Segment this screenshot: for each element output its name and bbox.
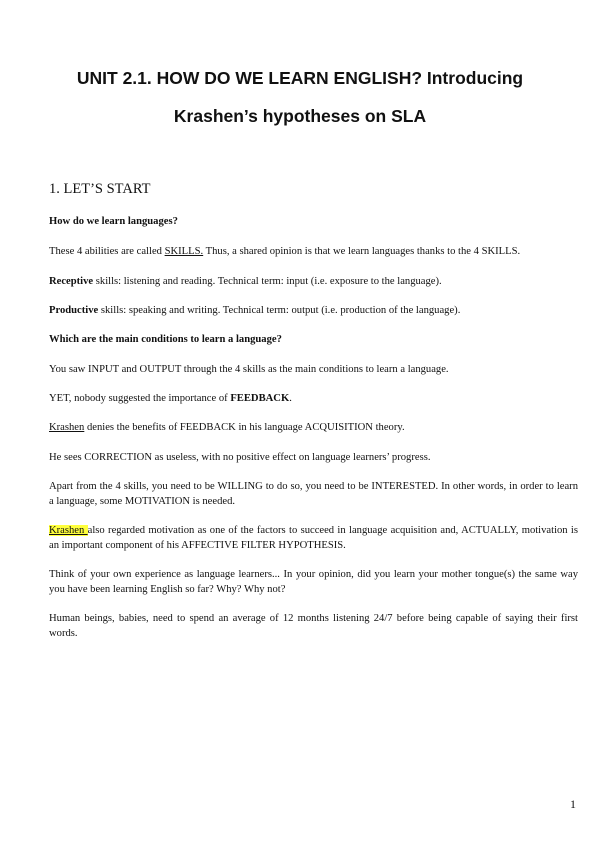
receptive-term: Receptive xyxy=(49,276,94,287)
feedback-text-before: YET, nobody suggested the importance of xyxy=(49,393,231,404)
paragraph-feedback xyxy=(49,391,578,406)
krashen-denies-text: denies the benefits of FEEDBACK in his language ACQUISITION theory. xyxy=(84,422,405,433)
paragraph-correction: He sees CORRECTION as useless, with no positive effect on language learners’ progress. xyxy=(49,452,431,463)
skills-text-after: Thus, a shared opinion is that we learn languages thanks to the 4 SKILLS. xyxy=(203,246,521,257)
paragraph-productive xyxy=(49,303,578,318)
productive-term: Productive xyxy=(49,305,99,316)
paragraph-think: Think of your own experience as language learners... In your opinion, did you learn your mother tongue(s) the same way you have been learning English so far? Why? Why not? xyxy=(49,569,578,595)
paragraph-apart-from-skills: Apart from the 4 skills, you need to be WILLING to do so, you need to be INTERESTED. In other words, in order to learn a language, some MOTIVATION is needed. xyxy=(49,481,578,507)
question-main-conditions-text: Which are the main conditions to learn a language? xyxy=(49,334,282,345)
krashen-highlighted-name: Krashen xyxy=(49,525,88,536)
paragraph-krashen-denies xyxy=(49,420,578,435)
question-main-conditions xyxy=(49,332,578,347)
page-number: 1 xyxy=(570,797,576,811)
receptive-text: skills: listening and reading. Technical term: input (i.e. exposure to the language). xyxy=(93,276,442,287)
question-how-learn-text: How do we learn languages? xyxy=(49,216,178,227)
paragraph-input-output: You saw INPUT and OUTPUT through the 4 skills as the main conditions to learn a language. xyxy=(49,364,449,375)
feedback-term: FEEDBACK xyxy=(230,393,290,404)
productive-text: skills: speaking and writing. Technical term: output (i.e. production of the language). xyxy=(98,305,461,316)
document-title-line-2: Krashen’s hypotheses on SLA xyxy=(173,106,427,126)
krashen-name: Krashen xyxy=(49,422,85,433)
paragraph-skills xyxy=(49,244,578,259)
question-how-learn xyxy=(49,214,578,229)
paragraph-babies: Human beings, babies, need to spend an average of 12 months listening 24/7 before being capable of saying their first words. xyxy=(49,613,578,639)
section-heading: 1. LET’S START xyxy=(49,181,151,197)
feedback-text-after: . xyxy=(289,393,292,404)
document-title-line-1: UNIT 2.1. HOW DO WE LEARN ENGLISH? Introducing xyxy=(76,68,524,88)
skills-text-before: These 4 abilities are called xyxy=(49,246,165,257)
paragraph-motivation xyxy=(49,523,578,553)
paragraph-receptive xyxy=(49,274,578,289)
motivation-text: also regarded motivation as one of the factors to succeed in language acquisition and, ACTUALLY, motivation is an important component of his AFFECTIVE FILTER HYPOTHESIS. xyxy=(49,525,579,551)
skills-underlined-term: SKILLS. xyxy=(164,246,204,257)
